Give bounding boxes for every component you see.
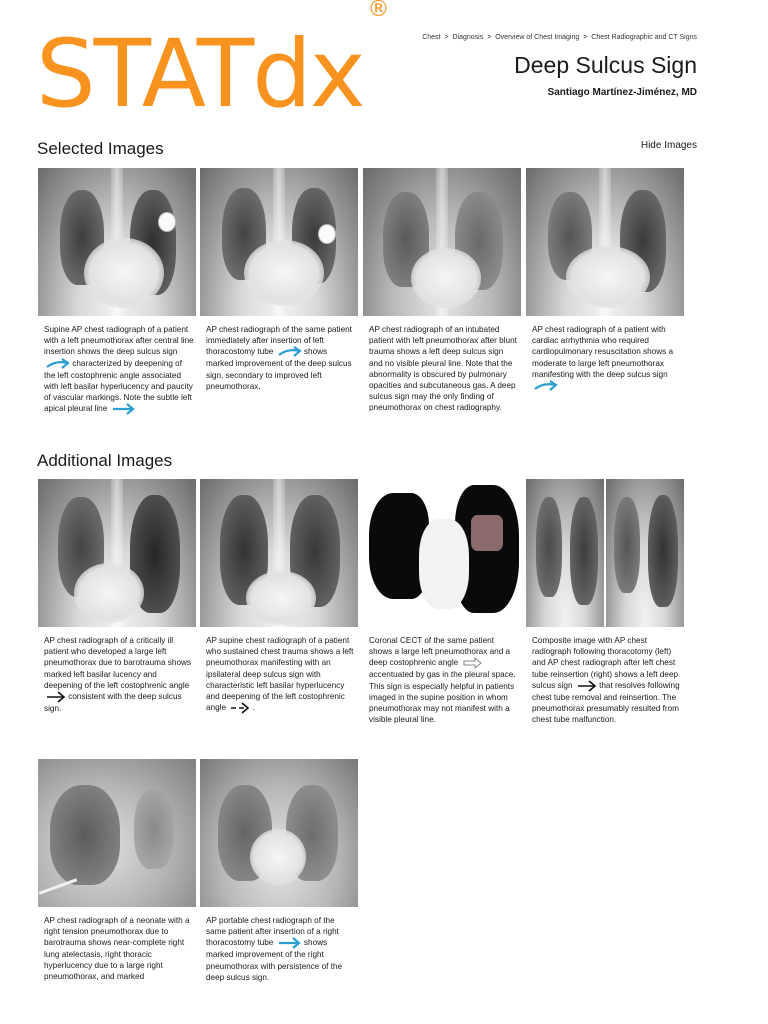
hollow-arrow-right-icon [463,657,483,669]
arrow-right-icon [577,680,597,692]
figure-caption: AP chest radiograph of a neonate with a right tension pneumothorax due to barotrauma shows near-complete right lung atelectasis, right thoracic hyperlucency due to a large right pneumothorax, and marked [44,916,190,982]
selected-figure-4 [526,168,684,392]
xray-image[interactable] [38,479,196,627]
figure-caption: AP chest radiograph of a critically ill patient who developed a large left pneumothorax due to barotrauma shows marked left basilar lucency and deepening of the left costophrenic angle consistent with the deep sulcus sign. [44,636,192,714]
breadcrumb-item[interactable]: Diagnosis [452,34,484,41]
additional-figure-4 [526,479,684,725]
xray-image[interactable] [200,168,358,316]
arrow-right-icon [112,403,136,415]
breadcrumb: Chest > Diagnosis > Overview of Chest Imaging > Chest Radiographic and CT Signs [422,34,697,41]
breadcrumb-item[interactable]: Chest [422,34,441,41]
figure-caption: AP portable chest radiograph of the same patient after insertion of a right thoracostomy tube shows marked improvement of the right pneumothorax with persistence of the deep sulcus sign. [206,916,343,982]
arrow-right-icon [46,358,70,370]
additional-figure-5 [38,759,196,982]
additional-figure-1 [38,479,196,714]
xray-image[interactable] [38,759,196,907]
selected-images-heading: Selected Images [37,139,164,158]
selected-figure-1 [38,168,196,415]
additional-figure-3 [363,479,521,725]
figure-caption: AP supine chest radiograph of a patient who sustained chest trauma shows a left pneumothorax manifesting with an ipsilateral deep sulcus sign with characteristic left basilar hyperlucency and deepening of the left costophrenic angle . [206,636,354,713]
figure-caption: AP chest radiograph of a patient with cardiac arrhythmia who required cardiopulmonary resuscitation shows a moderate to large left pneumothorax manifesting with the deep sulcus sign [526,324,684,392]
ct-image[interactable] [363,479,521,627]
selected-figure-2 [200,168,358,392]
xray-image[interactable] [363,168,521,316]
xray-image[interactable] [526,479,684,627]
figure-caption: Supine AP chest radiograph of a patient with a left pneumothorax after central line insertion shows the deep sulcus sign characterized by deepening of the left costophrenic angle associated with left basilar hyperlucency and paucity of vascular markings. Note the subtle left apical pleural line [44,325,194,414]
additional-figure-6 [200,759,358,983]
additional-figure-2 [200,479,358,714]
open-arrow-right-icon [230,702,250,714]
arrow-right-icon [278,937,302,949]
figure-caption: Composite image with AP chest radiograph following thoracotomy (left) and AP chest radiograph after left chest tube reinsertion (right) shows a left deep sulcus sign that resolves following chest tube removal and reinsertion. The pneumothorax presumably resulted from chest tube malfunction. [532,636,680,725]
selected-figure-3 [363,168,521,414]
author-name: Santiago Martínez-Jiménez, MD [547,87,697,98]
figure-caption: Coronal CECT of the same patient shows a large left pneumothorax and a deep costophrenic angle accentuated by gas in the pleural space. This sign is especially helpful in patients imaged in the supine position in whom pneumothorax may not manifest with a visible pleural line. [369,636,516,725]
figure-caption: AP chest radiograph of the same patient immediately after insertion of left thoracostomy tube shows marked improvement of the deep sulcus sign, secondary to improved left pneumothorax. [206,325,352,391]
additional-images-heading: Additional Images [37,451,173,470]
xray-image[interactable] [200,759,358,907]
arrow-right-icon [46,691,66,703]
hide-images-link[interactable]: Hide Images [640,140,697,151]
xray-image[interactable] [526,168,684,316]
arrow-right-icon [278,346,302,358]
page-title: Deep Sulcus Sign [514,52,697,78]
breadcrumb-item[interactable]: Chest Radiographic and CT Signs [591,34,697,41]
arrow-right-icon [534,380,558,392]
xray-image[interactable] [200,479,358,627]
xray-image[interactable] [38,168,196,316]
figure-caption: AP chest radiograph of an intubated patient with left pneumothorax after blunt trauma shows a left deep sulcus sign and no visible pleural line. Note that the abnormality is obscured by pulmonary opacities and subcutaneous gas. A deep sulcus sign may the only finding of pneumothorax on chest radiography. [369,325,517,413]
statdx-logo: STATdx® [36,0,390,129]
breadcrumb-item[interactable]: Overview of Chest Imaging [495,34,580,41]
